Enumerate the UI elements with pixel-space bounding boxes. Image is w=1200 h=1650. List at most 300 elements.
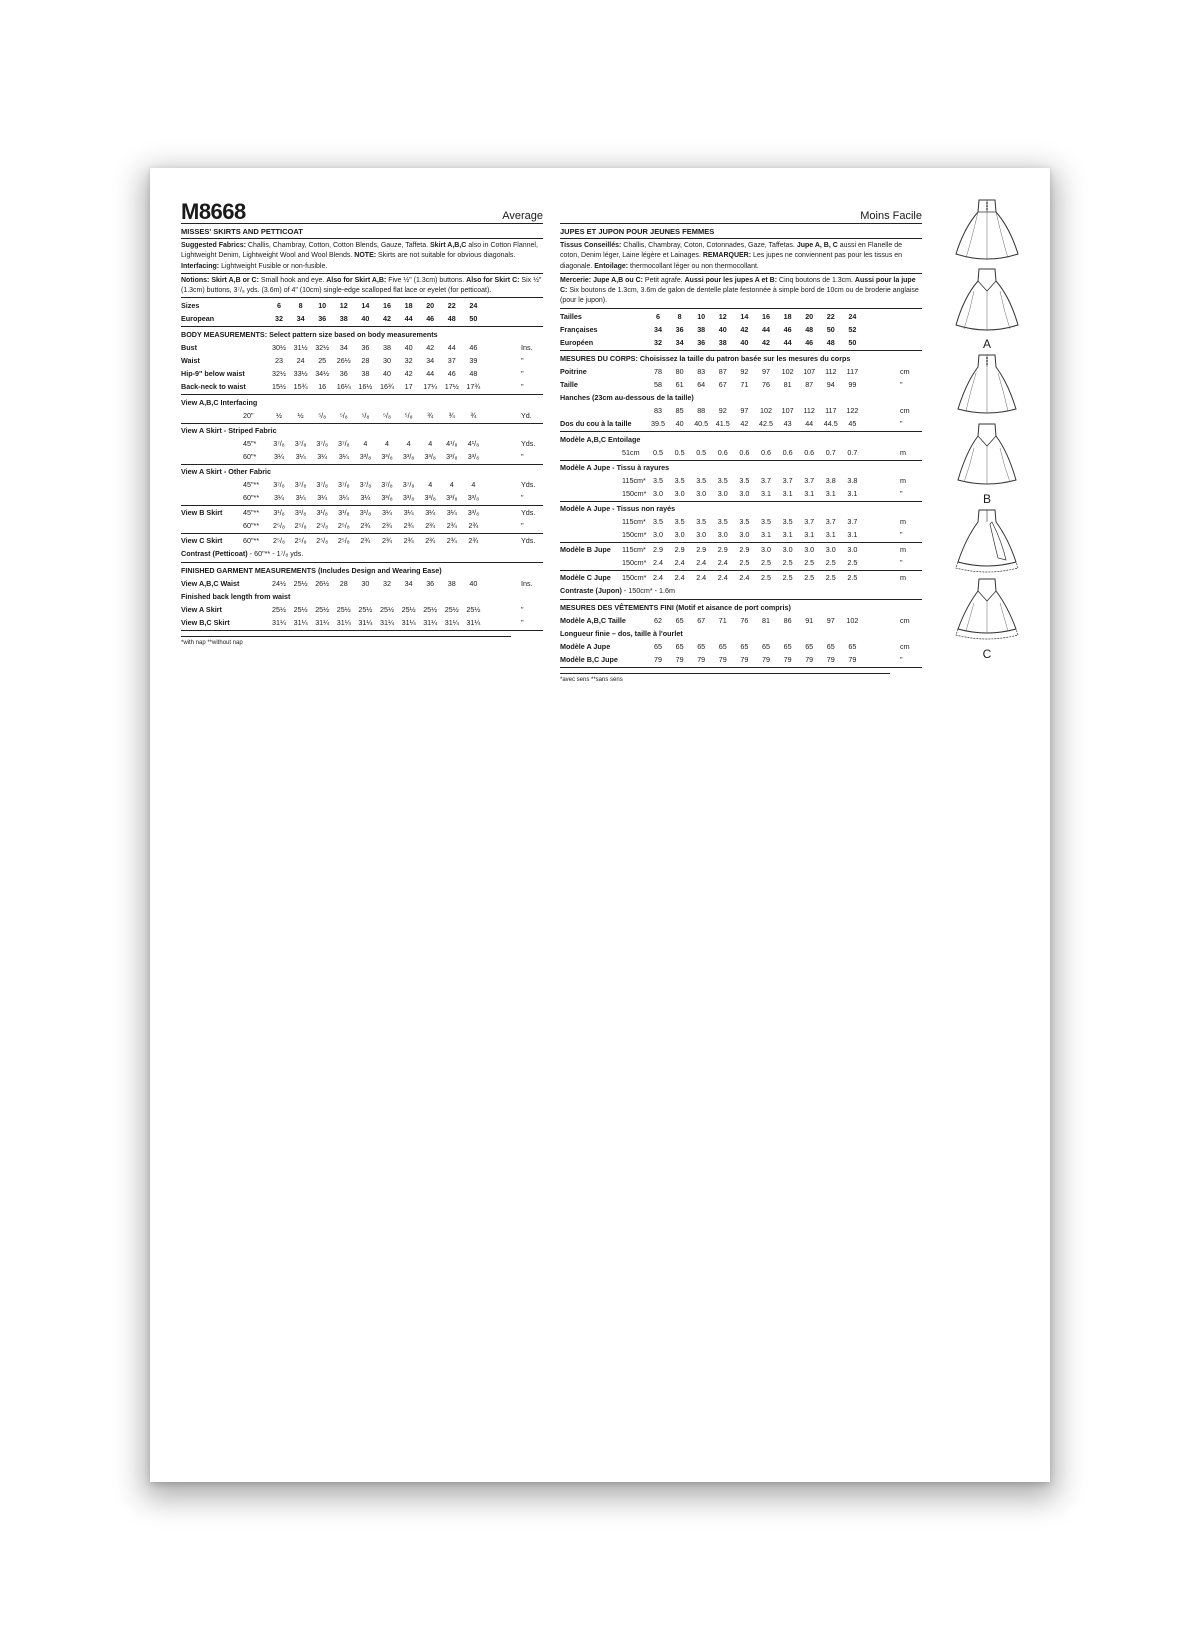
cell-value: 40 xyxy=(469,579,478,589)
cell-value: 2.9 xyxy=(739,544,750,554)
row-label: Back-neck to waist xyxy=(181,382,246,392)
cell-value: 2⁵/₈ xyxy=(294,521,307,531)
cell-value: 34 xyxy=(339,343,348,353)
cell-value: 4¹/₈ xyxy=(446,439,458,449)
row-label: Longueur finie – dos, taille à l'ourlet xyxy=(560,628,683,638)
finished-measurements xyxy=(181,563,543,631)
cell-value: 3.1 xyxy=(782,529,793,539)
header xyxy=(181,197,543,224)
cell-value: 8 xyxy=(677,311,682,321)
cell-value: 58 xyxy=(654,379,662,389)
cell-value: 71 xyxy=(740,379,749,389)
cell-value: 3.5 xyxy=(717,475,728,485)
cell-value: 3⁷/₈ xyxy=(316,439,328,449)
cell-value: 2⁵/₈ xyxy=(337,536,350,546)
cell-value: ½ xyxy=(276,411,282,421)
cell-value: 40.5 xyxy=(694,418,709,428)
yardage-row xyxy=(181,478,543,491)
skirt-back-icon xyxy=(952,198,1022,266)
cell-value: 2¾ xyxy=(382,521,392,531)
view-label-a: A xyxy=(982,337,991,351)
cell-value: 25 xyxy=(318,356,327,366)
contrast-value: - 150cm* - 1.6m xyxy=(621,585,676,595)
cell-value: 34 xyxy=(675,337,684,347)
cell-value: 3¼ xyxy=(425,508,436,518)
cell-value: 0.6 xyxy=(804,447,815,457)
row-label: Modèle A,B,C Taille xyxy=(560,615,626,625)
cell-value: 2.4 xyxy=(717,572,728,582)
cell-value: 3.0 xyxy=(717,529,728,539)
cell-value: 40 xyxy=(718,324,727,334)
row-width: 45"** xyxy=(243,480,260,490)
row-label: Waist xyxy=(181,356,200,366)
yardage-row xyxy=(181,409,543,422)
unit-label: m xyxy=(900,447,906,457)
notions-fr: Mercerie: Jupe A,B ou C: Petit agrafe. Aussi pour les jupes A et B: Cinq boutons de 1.3cm. Aussi pour la jupe C: Six boutons de 1.3cm, 3.6m de galon de dentelle plate festonnée à simple bord de 10cm ou de broderie anglaise (pour le jupon). xyxy=(560,274,922,309)
unit-label: " xyxy=(900,418,903,428)
yardage-row xyxy=(181,491,543,504)
unit-label: " xyxy=(900,557,903,567)
cell-value: 25½ xyxy=(466,605,481,615)
cell-value: 3.7 xyxy=(804,516,815,526)
cell-value: 71 xyxy=(718,615,727,625)
cell-value: 31¼ xyxy=(315,618,330,628)
cell-value: 38 xyxy=(339,314,348,324)
cell-value: 40 xyxy=(675,418,684,428)
cell-value: 22 xyxy=(826,311,835,321)
cell-value: 44 xyxy=(447,343,456,353)
cell-value: 3.0 xyxy=(653,529,663,539)
cell-value: 80 xyxy=(675,366,684,376)
skirt-illustration-b-back xyxy=(952,353,1022,422)
cell-value: 3.7 xyxy=(825,516,836,526)
finished-row xyxy=(560,627,922,640)
cell-value: 4 xyxy=(428,480,433,490)
yardage-group xyxy=(181,396,543,424)
cell-value: 3.0 xyxy=(739,488,750,498)
cell-value: 25½ xyxy=(401,605,416,615)
contrast-row xyxy=(181,547,543,560)
cell-value: 3.0 xyxy=(761,544,771,554)
cell-value: 78 xyxy=(654,366,662,376)
yardage-group xyxy=(181,424,543,465)
cell-value: 10 xyxy=(318,301,327,311)
row-label: Hip-9" below waist xyxy=(181,369,245,379)
cell-value: 3¹/₈ xyxy=(316,508,328,518)
cell-value: 16½ xyxy=(358,382,373,392)
cell-value: 3⁷/₈ xyxy=(294,439,307,449)
section-heading-text: Modèle A Jupe - Tissus non rayés xyxy=(560,503,676,513)
cell-value: 3.0 xyxy=(739,529,750,539)
cell-value: 3.5 xyxy=(696,516,707,526)
skirt-illustration-c-back xyxy=(952,508,1022,577)
cell-value: 3³/₈ xyxy=(424,452,436,462)
suggested-fabrics-fr: Tissus Conseillés: Challis, Chambray, Coton, Cotonnades, Gaze, Taffetas. Jupe A, B, C aussi en Flanelle de coton, Denim léger, Laine légère et Lainages. REMARQUER: Les jupes ne conviennent pas pour les tissus en diagonale. Entoilage: thermocollant léger ou non thermocollant. xyxy=(560,239,922,274)
cell-value: 42 xyxy=(740,418,749,428)
yardage-table xyxy=(181,395,543,563)
cell-value: 2.9 xyxy=(674,544,685,554)
cell-value: 3.1 xyxy=(847,529,858,539)
cell-value: 65 xyxy=(675,615,684,625)
cell-value: 40 xyxy=(740,337,749,347)
cell-value: 3¼ xyxy=(360,493,371,503)
skirt-illustration-b-front xyxy=(952,422,1022,508)
row-label: Hanches (23cm au-dessous de la taille) xyxy=(560,392,694,402)
yardage-row xyxy=(181,506,543,519)
cell-value: 81 xyxy=(762,615,770,625)
row-width: 115cm* xyxy=(622,516,646,526)
cell-value: ⁵/₈ xyxy=(404,411,413,421)
cell-value: 2.4 xyxy=(674,557,685,567)
section-heading xyxy=(181,328,543,341)
cell-value: 2¾ xyxy=(425,521,436,531)
cell-value: 3⁷/₈ xyxy=(273,439,285,449)
cell-value: 65 xyxy=(654,641,662,651)
cell-value: 31¼ xyxy=(272,618,286,628)
cell-value: 25½ xyxy=(444,605,459,615)
header-fr xyxy=(560,197,922,224)
cell-value: 2¾ xyxy=(403,521,414,531)
cell-value: 46 xyxy=(783,324,792,334)
cell-value: 3.1 xyxy=(847,488,858,498)
unit-label: " xyxy=(900,654,903,664)
french-sizes-row xyxy=(560,323,922,336)
cell-value: 3.0 xyxy=(847,544,858,554)
cell-value: 16 xyxy=(318,382,327,392)
cell-value: 40 xyxy=(361,314,370,324)
finished-row xyxy=(560,614,922,627)
unit-label: " xyxy=(521,452,524,462)
size-table-fr xyxy=(560,309,922,351)
cell-value: 3⁷/₈ xyxy=(381,480,393,490)
cell-value: 26½ xyxy=(315,579,330,589)
cell-value: 46 xyxy=(469,343,478,353)
measurement-row xyxy=(181,380,543,393)
unit-label: Yds. xyxy=(521,536,536,546)
row-label: View A Skirt xyxy=(181,605,222,615)
cell-value: 34 xyxy=(296,314,305,324)
cell-value: 34 xyxy=(426,356,435,366)
cell-value: 31¼ xyxy=(336,618,351,628)
cell-value: 65 xyxy=(718,641,727,651)
cell-value: 3¼ xyxy=(317,452,328,462)
cell-value: 2.5 xyxy=(804,557,815,567)
cell-value: 30 xyxy=(361,579,370,589)
cell-value: 2¾ xyxy=(403,536,414,546)
cell-value: 3³/₈ xyxy=(467,452,480,462)
cell-value: 0.7 xyxy=(825,447,836,457)
cell-value: 15½ xyxy=(272,382,286,392)
yardage-row xyxy=(560,543,922,556)
cell-value: 20 xyxy=(426,301,435,311)
cell-value: 86 xyxy=(783,615,792,625)
section-heading xyxy=(560,433,922,446)
cell-value: 44.5 xyxy=(823,418,838,428)
unit-label: Ins. xyxy=(521,343,533,353)
cell-value: 61 xyxy=(675,379,684,389)
cell-value: 0.6 xyxy=(717,447,728,457)
cell-value: 0.6 xyxy=(739,447,750,457)
section-heading xyxy=(560,601,922,614)
cell-value: 3⁷/₈ xyxy=(402,480,415,490)
contrast-row xyxy=(560,584,922,597)
yardage-row xyxy=(181,534,543,547)
cell-value: 50 xyxy=(826,324,835,334)
cell-value: 4¹/₈ xyxy=(467,439,480,449)
finished-measurements-fr xyxy=(560,600,922,668)
row-label: View A,B,C Waist xyxy=(181,579,240,589)
row-width: 45"* xyxy=(243,439,257,449)
cell-value: 3.5 xyxy=(739,516,750,526)
cell-value: 79 xyxy=(718,654,727,664)
cell-value: 42 xyxy=(426,343,435,353)
cell-value: 32 xyxy=(654,337,662,347)
yardage-row xyxy=(560,571,922,584)
cell-value: 2.4 xyxy=(674,572,685,582)
unit-label: Ins. xyxy=(521,579,533,589)
cell-value: 28 xyxy=(339,579,348,589)
cell-value: 2.9 xyxy=(696,544,707,554)
cell-value: 65 xyxy=(762,641,770,651)
cell-value: 2.5 xyxy=(847,572,858,582)
cell-value: 31¼ xyxy=(380,618,394,628)
cell-value: 2¾ xyxy=(468,521,479,531)
section-heading xyxy=(560,461,922,474)
row-width: 150cm* xyxy=(622,488,647,498)
cell-value: 112 xyxy=(825,366,837,376)
cell-value: 4 xyxy=(363,439,368,449)
section-heading-text: BODY MEASUREMENTS: Select pattern size based on body measurements xyxy=(181,330,438,340)
finished-row xyxy=(181,577,543,590)
cell-value: 2¾ xyxy=(425,536,436,546)
cell-value: 3⁷/₈ xyxy=(273,480,285,490)
cell-value: 3¹/₈ xyxy=(273,508,285,518)
cell-value: 3¼ xyxy=(295,452,306,462)
unit-label: " xyxy=(521,618,524,628)
measurement-row xyxy=(181,367,543,380)
yardage-row xyxy=(560,446,922,459)
skirt-front-icon xyxy=(952,267,1022,337)
cell-value: 6 xyxy=(277,301,281,311)
cell-value: 3¼ xyxy=(274,493,284,503)
cell-value: 79 xyxy=(654,654,662,664)
notions: Notions: Skirt A,B or C: Small hook and eye. Also for Skirt A,B: Five ½" (1.3cm) buttons. Also for Skirt C: Six ½" (1.3cm) buttons, 3⁷/₈ yds. (3.6m) of 4" (10cm) single-edge scalloped flat lace or eyelet (for petticoat). xyxy=(181,274,543,299)
cell-value: 3.1 xyxy=(825,488,836,498)
yardage-table-fr xyxy=(560,432,922,600)
cell-value: 31½ xyxy=(293,343,308,353)
cell-value: 3³/₈ xyxy=(446,493,458,503)
cell-value: 12 xyxy=(339,301,348,311)
row-width: 60"** xyxy=(243,521,260,531)
cell-value: ¾ xyxy=(448,411,455,421)
unit-label: " xyxy=(521,356,524,366)
row-label: Taille xyxy=(560,379,578,389)
cell-value: 3.0 xyxy=(674,529,685,539)
cell-value: 2.4 xyxy=(696,572,707,582)
row-width: 20" xyxy=(243,411,254,421)
cell-value: 20 xyxy=(805,311,814,321)
cell-value: 3¹/₈ xyxy=(294,508,307,518)
cell-value: 3⁷/₈ xyxy=(338,480,350,490)
yardage-group xyxy=(181,506,543,534)
cell-value: 3.0 xyxy=(653,488,663,498)
cell-value: 38 xyxy=(383,343,391,353)
row-label: Poitrine xyxy=(560,366,587,376)
cell-value: 37 xyxy=(447,356,456,366)
cell-value: 3¼ xyxy=(382,508,392,518)
cell-value: 76 xyxy=(740,615,749,625)
cell-value: 85 xyxy=(675,405,684,415)
cell-value: 67 xyxy=(718,379,727,389)
cell-value: 3⁷/₈ xyxy=(316,480,328,490)
cell-value: 15¾ xyxy=(293,382,308,392)
cell-value: 32½ xyxy=(272,369,286,379)
cell-value: 3.5 xyxy=(674,516,685,526)
view-label-c: C xyxy=(982,647,992,661)
yardage-row xyxy=(560,474,922,487)
cell-value: 2.4 xyxy=(696,557,707,567)
cell-value: 83 xyxy=(697,366,706,376)
cell-value: 17¼ xyxy=(423,382,438,392)
cell-value: 46 xyxy=(447,369,456,379)
cell-value: 2¾ xyxy=(360,521,371,531)
cell-value: 3⁷/₈ xyxy=(359,480,372,490)
measurement-row xyxy=(181,354,543,367)
cell-value: 52 xyxy=(848,324,857,334)
cell-value: 45 xyxy=(848,418,857,428)
row-label: Modèle C Jupe xyxy=(560,572,611,582)
pattern-sheet xyxy=(150,168,1050,1482)
cell-value: 24 xyxy=(848,311,857,321)
row-width: 150cm* xyxy=(622,557,647,567)
cell-value: 3.1 xyxy=(761,529,771,539)
cell-value: 2¾ xyxy=(446,536,457,546)
cell-value: 44 xyxy=(426,369,435,379)
cell-value: 14 xyxy=(740,311,749,321)
cell-value: 10 xyxy=(697,311,706,321)
cell-value: 48 xyxy=(469,369,478,379)
cell-value: 24 xyxy=(469,301,478,311)
cell-value: 25½ xyxy=(315,605,330,615)
cell-value: 36 xyxy=(318,314,327,324)
cell-value: 34 xyxy=(654,324,662,334)
english-column xyxy=(181,197,543,646)
unit-label: m xyxy=(900,544,906,554)
unit-label: cm xyxy=(900,615,910,625)
cell-value: 40 xyxy=(383,369,391,379)
cell-value: 3¼ xyxy=(403,508,414,518)
cell-value: 38 xyxy=(718,337,727,347)
cell-value: 2⁵/₈ xyxy=(273,521,285,531)
cell-value: 3.1 xyxy=(782,488,793,498)
cell-value: 107 xyxy=(803,366,816,376)
cell-value: 64 xyxy=(697,379,706,389)
cell-value: 44 xyxy=(805,418,814,428)
cell-value: 2¾ xyxy=(382,536,392,546)
cell-value: 76 xyxy=(762,379,770,389)
row-width: 150cm* xyxy=(622,572,647,582)
cell-value: 22 xyxy=(447,301,456,311)
cell-value: 6 xyxy=(656,311,660,321)
unit-label: " xyxy=(900,529,903,539)
cell-value: 88 xyxy=(697,405,706,415)
cell-value: 50 xyxy=(469,314,478,324)
cell-value: 25½ xyxy=(380,605,394,615)
cell-value: 41.5 xyxy=(715,418,730,428)
row-width: 115cm* xyxy=(622,475,646,485)
section-heading xyxy=(181,465,543,478)
cell-value: 2.5 xyxy=(782,572,793,582)
unit-label: cm xyxy=(900,405,910,415)
unit-label: " xyxy=(900,488,903,498)
cell-value: 0.5 xyxy=(674,447,685,457)
cell-value: ¾ xyxy=(427,411,434,421)
cell-value: 3.5 xyxy=(739,475,750,485)
yardage-group xyxy=(560,502,922,543)
unit-label: Yd. xyxy=(521,411,532,421)
cell-value: 4 xyxy=(471,480,476,490)
cell-value: 87 xyxy=(718,366,727,376)
cell-value: 4 xyxy=(428,439,433,449)
cell-value: 62 xyxy=(654,615,662,625)
cell-value: 3.7 xyxy=(847,516,858,526)
cell-value: 2.5 xyxy=(825,572,836,582)
cell-value: 18 xyxy=(783,311,792,321)
sizes-row xyxy=(181,299,543,312)
cell-value: 2¾ xyxy=(360,536,371,546)
cell-value: 3⁷/₈ xyxy=(294,480,307,490)
cell-value: 2.5 xyxy=(825,557,836,567)
measurement-row xyxy=(560,378,922,391)
row-label: Tailles xyxy=(560,311,582,321)
cell-value: 48 xyxy=(805,324,814,334)
cell-value: 97 xyxy=(740,405,749,415)
yardage-row xyxy=(560,515,922,528)
unit-label: m xyxy=(900,516,906,526)
cell-value: 28 xyxy=(361,356,370,366)
yardage-row xyxy=(181,450,543,463)
cell-value: 107 xyxy=(781,405,794,415)
cell-value: 3¼ xyxy=(295,493,306,503)
cell-value: 4 xyxy=(406,439,411,449)
cell-value: 3.8 xyxy=(825,475,836,485)
cell-value: 2⁵/₈ xyxy=(316,536,329,546)
cell-value: 0.6 xyxy=(782,447,793,457)
cell-value: 97 xyxy=(762,366,770,376)
cell-value: 32 xyxy=(383,579,391,589)
cell-value: 16 xyxy=(383,301,391,311)
cell-value: 79 xyxy=(848,654,857,664)
cell-value: 3¼ xyxy=(338,493,349,503)
cell-value: 87 xyxy=(805,379,814,389)
cell-value: 39 xyxy=(469,356,478,366)
cell-value: 2.4 xyxy=(653,557,663,567)
row-width: 150cm* xyxy=(622,529,647,539)
cell-value: 3.5 xyxy=(696,475,707,485)
cell-value: 25½ xyxy=(293,579,308,589)
cell-value: 79 xyxy=(740,654,749,664)
contrast-label: Contrast (Petticoat) - 60"** - 1⁷/₈ yds. xyxy=(181,549,304,559)
cell-value: 3.1 xyxy=(804,529,815,539)
pattern-title-fr: JUPES ET JUPON POUR JEUNES FEMMES xyxy=(560,224,922,239)
section-heading-text: View A,B,C Interfacing xyxy=(181,398,258,408)
yardage-row xyxy=(181,519,543,532)
cell-value: 3⁷/₈ xyxy=(338,439,350,449)
cell-value: 122 xyxy=(846,405,859,415)
body-measurements-fr xyxy=(560,351,922,432)
cell-value: 3³/₈ xyxy=(402,493,415,503)
row-label: Modèle B Jupe xyxy=(560,544,611,554)
